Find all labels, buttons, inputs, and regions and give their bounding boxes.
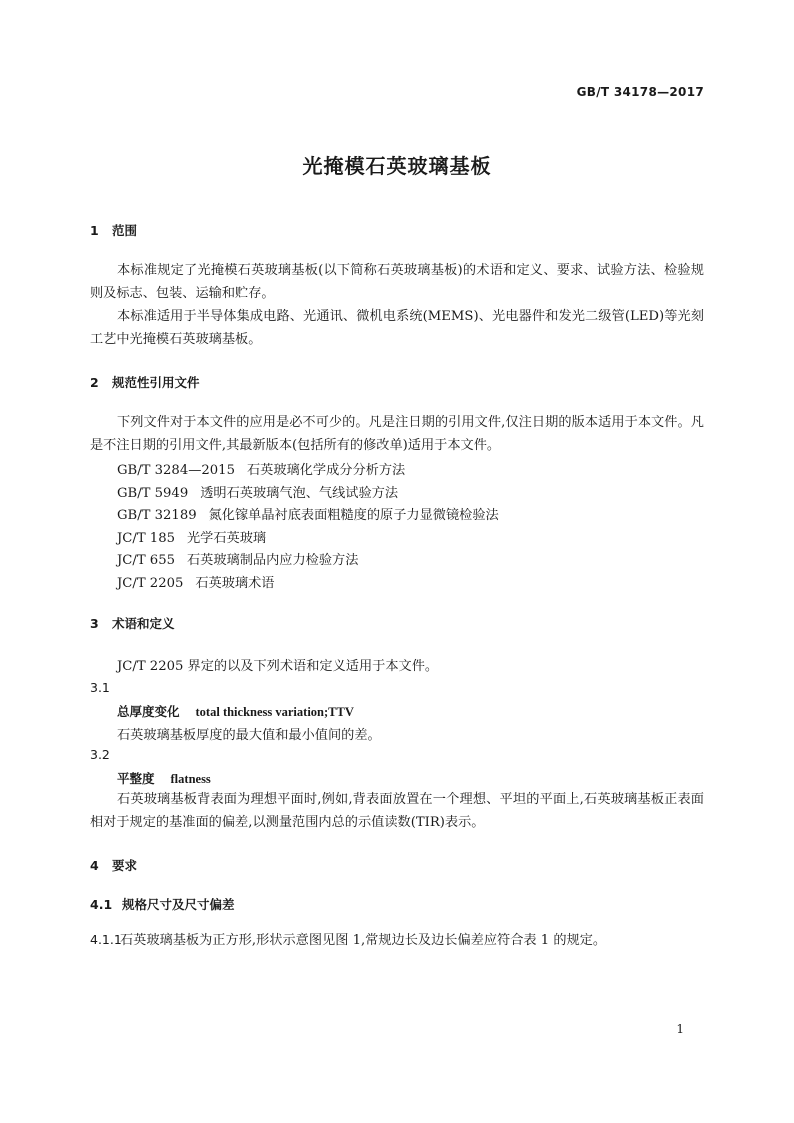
term-number: 3.2 — [90, 747, 110, 762]
section-title: 术语和定义 — [112, 616, 175, 631]
section-heading-normative-references — [90, 373, 200, 391]
reference-item: GB/T 32189 氮化镓单晶衬底表面粗糙度的原子力显微镜检验法 — [117, 508, 499, 523]
reference-item: JC/T 185 光学石英玻璃 — [117, 531, 267, 546]
reference-item: JC/T 2205 石英玻璃术语 — [117, 576, 275, 591]
section-number: 2 — [90, 375, 99, 390]
subsection-heading-dimensions — [90, 895, 235, 913]
document-title: 光掩模石英玻璃基板 — [302, 154, 492, 178]
section-number: 3 — [90, 616, 99, 631]
page-number: 1 — [676, 1022, 684, 1036]
reference-item: GB/T 3284—2015 石英玻璃化学成分分析方法 — [117, 463, 406, 478]
reference-item: GB/T 5949 透明石英玻璃气泡、气线试验方法 — [117, 486, 399, 501]
clause-4-1-1: 4.1.1石英玻璃基板为正方形,形状示意图见图 1,常规边长及边长偏差应符合表 1 的规定。 — [90, 932, 607, 948]
subsection-number: 4.1 — [90, 897, 113, 912]
section-number: 4 — [90, 858, 99, 873]
section-heading-scope — [90, 221, 137, 239]
section-number: 1 — [90, 223, 99, 238]
term-flatness-definition: 石英玻璃基板背表面为理想平面时,例如,背表面放置在一个理想、平坦的平面上,石英玻璃基板正表面相对于规定的基准面的偏差,以测量范围内总的示值读数(TIR)表示。 — [90, 792, 704, 830]
term-ttv: 总厚度变化 total thickness variation;TTV — [117, 704, 354, 719]
section-title: 范围 — [112, 223, 138, 238]
term-number: 3.1 — [90, 680, 110, 695]
section-title: 规范性引用文件 — [112, 375, 200, 390]
term-flatness: 平整度 flatness — [117, 771, 211, 786]
term-ttv-definition: 石英玻璃基板厚度的最大值和最小值间的差。 — [117, 728, 381, 743]
scope-paragraph-1: 本标准规定了光掩模石英玻璃基板(以下简称石英玻璃基板)的术语和定义、要求、试验方法、检验规则及标志、包装、运输和贮存。 — [90, 263, 704, 301]
terms-intro: JC/T 2205 界定的以及下列术语和定义适用于本文件。 — [117, 659, 439, 674]
references-paragraph: 下列文件对于本文件的应用是必不可少的。凡是注日期的引用文件,仅注日期的版本适用于本文件。凡是不注日期的引用文件,其最新版本(包括所有的修改单)适用于本文件。 — [90, 415, 704, 453]
section-heading-requirements — [90, 856, 137, 874]
section-heading-terms — [90, 614, 175, 632]
subsection-title: 规格尺寸及尺寸偏差 — [122, 897, 235, 912]
standard-code: GB/T 34178—2017 — [576, 85, 704, 99]
scope-paragraph-2: 本标准适用于半导体集成电路、光通讯、微机电系统(MEMS)、光电器件和发光二级管(LED)等光刻工艺中光掩模石英玻璃基板。 — [90, 309, 704, 347]
section-title: 要求 — [112, 858, 138, 873]
reference-item: JC/T 655 石英玻璃制品内应力检验方法 — [117, 553, 359, 568]
